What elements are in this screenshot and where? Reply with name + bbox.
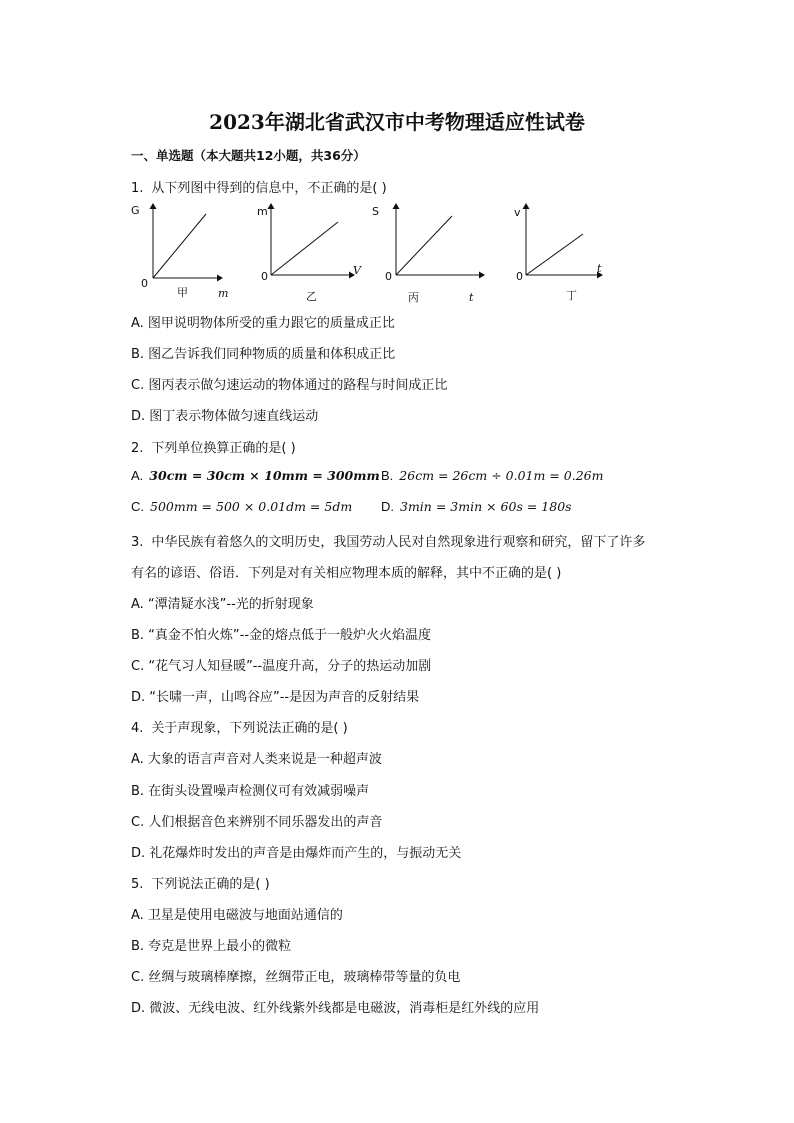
option-text: 30cm = 30cm × 10mm = 300mm xyxy=(149,468,380,483)
question-stem: 中华民族有着悠久的文明历史，我国劳动人民对自然现象进行观察和研究，留下了许多 xyxy=(151,535,646,550)
option-text: 500mm = 500 × 0.01dm = 5dm xyxy=(150,499,353,514)
q5-option-c: C. 丝绸与玻璃棒摩擦，丝绸带正电，玻璃棒带等量的负电 xyxy=(131,970,461,985)
question-3 xyxy=(131,531,645,550)
q1-option-b: B. 图乙告诉我们同种物质的质量和体积成正比 xyxy=(131,347,396,362)
y-axis-label: m xyxy=(257,205,268,218)
question-1 xyxy=(131,177,387,196)
origin-label: 0 xyxy=(516,270,523,283)
origin-label: 0 xyxy=(385,270,392,283)
question-number: 1. xyxy=(131,181,144,196)
q1-option-a: A. 图甲说明物体所受的重力跟它的质量成正比 xyxy=(131,316,395,331)
question-2 xyxy=(131,437,296,456)
q3-option-a: A. “潭清疑水浅”--光的折射现象 xyxy=(131,597,314,612)
x-axis-label: V xyxy=(353,264,361,277)
graph-jia xyxy=(131,204,228,300)
y-axis-label: v xyxy=(514,206,521,219)
question-4 xyxy=(131,717,348,736)
graph-caption: 丁 xyxy=(566,289,577,302)
q4-option-d: D. 礼花爆炸时发出的声音是由爆炸而产生的，与振动无关 xyxy=(131,846,462,861)
graph-ding xyxy=(514,204,602,302)
q5-option-a: A. 卫星是使用电磁波与地面站通信的 xyxy=(131,908,343,923)
q4-option-b: B. 在街头设置噪声检测仪可有效减弱噪声 xyxy=(131,784,370,799)
question-stem: 下列单位换算正确的是( ) xyxy=(151,441,296,456)
origin-label: 0 xyxy=(141,277,148,290)
q2-option-d xyxy=(381,499,572,515)
q3-option-c: C. “花气习人知昼暖”--温度升高，分子的热运动加剧 xyxy=(131,659,432,674)
question-5 xyxy=(131,873,270,892)
option-label: D. xyxy=(381,499,394,514)
q4-option-a: A. 大象的语言声音对人类来说是一种超声波 xyxy=(131,752,382,767)
q2-option-c xyxy=(131,499,352,515)
option-label: A. xyxy=(131,468,144,483)
question-stem: 关于声现象，下列说法正确的是( ) xyxy=(151,721,348,736)
graph-caption: 乙 xyxy=(306,290,317,303)
q3-option-d: D. “长啸一声，山鸣谷应”--是因为声音的反射结果 xyxy=(131,690,420,705)
question-number: 5. xyxy=(131,877,144,892)
graph-bing xyxy=(372,204,484,304)
page-title: 2023年湖北省武汉市中考物理适应性试卷 xyxy=(209,110,585,134)
question-number: 3. xyxy=(131,535,144,550)
q5-option-d: D. 微波、无线电波、红外线紫外线都是电磁波，消毒柜是红外线的应用 xyxy=(131,1001,540,1016)
graph-caption: 甲 xyxy=(177,286,188,299)
question-3-continued: 有名的谚语、俗语．下列是对有关相应物理本质的解释，其中不正确的是( ) xyxy=(131,566,562,581)
question-number: 4. xyxy=(131,721,144,736)
option-text: 26cm = 26cm ÷ 0.01m = 0.26m xyxy=(399,468,604,483)
graph-line xyxy=(271,222,338,275)
question-stem: 下列说法正确的是( ) xyxy=(151,877,270,892)
q3-option-b: B. “真金不怕火炼”--金的熔点低于一般炉火火焰温度 xyxy=(131,628,432,643)
graph-caption: 丙 xyxy=(408,291,419,304)
q5-option-b: B. 夸克是世界上最小的微粒 xyxy=(131,939,292,954)
option-text: 3min = 3min × 60s = 180s xyxy=(400,499,572,514)
option-label: B. xyxy=(381,468,394,483)
graph-line xyxy=(526,234,583,275)
x-axis-label: t xyxy=(469,291,474,304)
q2-option-b xyxy=(381,468,603,484)
question-stem: 从下列图中得到的信息中，不正确的是( ) xyxy=(151,181,387,196)
section-heading: 一、单选题（本大题共12小题，共36分） xyxy=(131,148,366,163)
option-label: C. xyxy=(131,499,144,514)
origin-label: 0 xyxy=(261,270,268,283)
q2-option-a xyxy=(131,468,380,484)
graph-line xyxy=(396,216,452,275)
graph-yi xyxy=(257,204,362,303)
x-axis-label: t xyxy=(597,262,602,275)
q1-option-d: D. 图丁表示物体做匀速直线运动 xyxy=(131,409,319,424)
graph-line xyxy=(153,214,206,278)
y-axis-label: S xyxy=(372,205,379,218)
q4-option-c: C. 人们根据音色来辨别不同乐器发出的声音 xyxy=(131,815,383,830)
q1-option-c: C. 图丙表示做匀速运动的物体通过的路程与时间成正比 xyxy=(131,378,448,393)
q1-graphs-figure xyxy=(0,198,794,308)
question-number: 2. xyxy=(131,441,144,456)
x-axis-label: m xyxy=(218,287,229,300)
y-axis-label: G xyxy=(131,204,140,217)
